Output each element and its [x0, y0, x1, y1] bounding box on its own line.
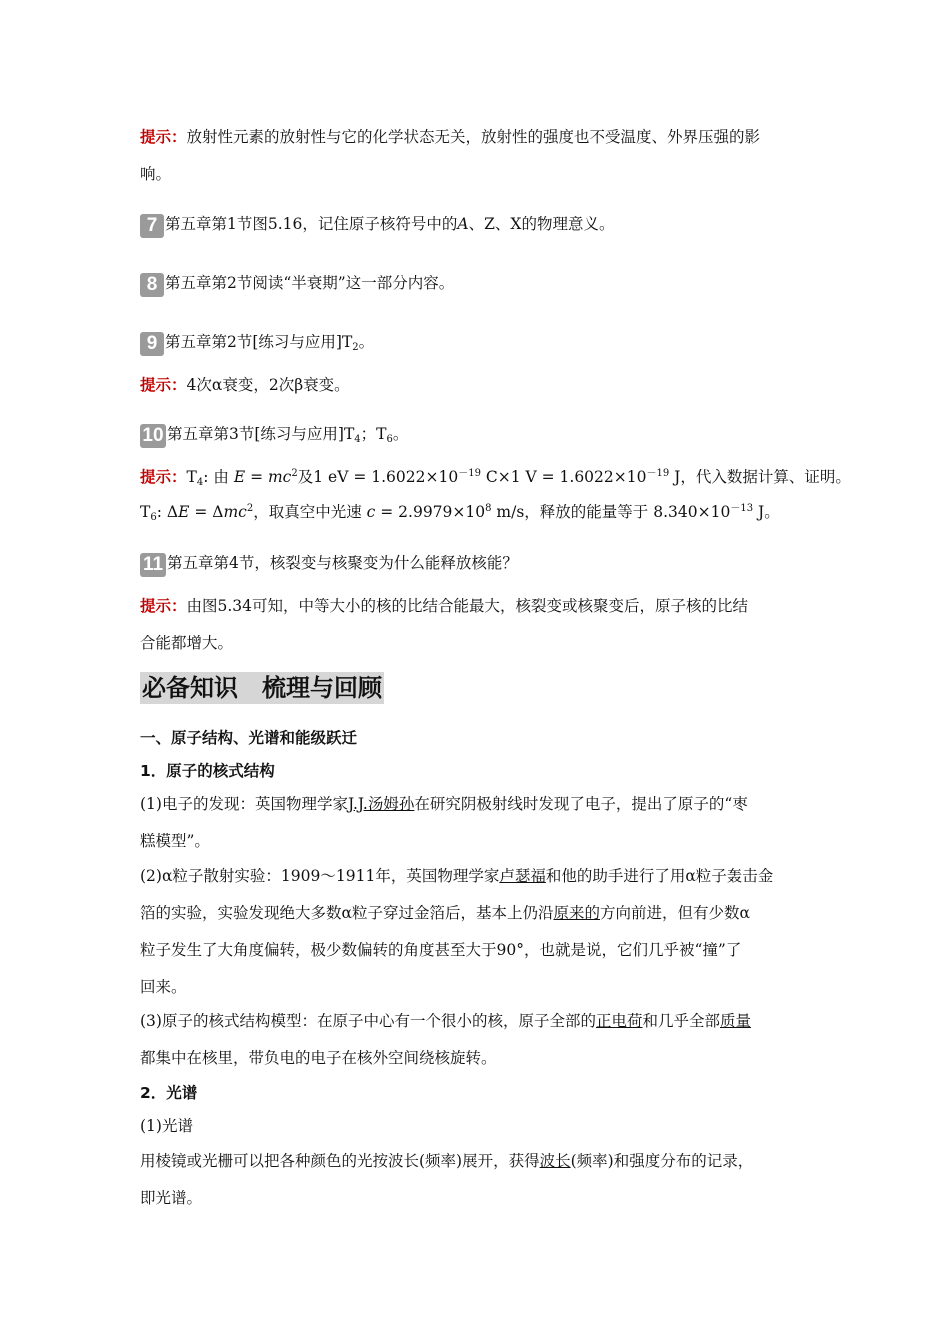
var-c: c — [366, 503, 376, 521]
hint-text: T — [186, 468, 197, 486]
hint-text-cont: 合能都增大。 — [140, 634, 234, 652]
var-e: E — [178, 503, 190, 521]
subheading-spectrum — [140, 1108, 810, 1145]
hint-block-9 — [140, 366, 810, 404]
subscript: 4 — [196, 477, 204, 488]
hint-block-11 — [140, 587, 810, 662]
hint-text: ，取真空中光速 — [253, 503, 367, 521]
hint-block-10 — [140, 459, 851, 530]
para-text: 即光谱。 — [140, 1189, 203, 1207]
para-text: 箔的实验，实验发现绝大多数α粒子穿过金箔后，基本上仍沿 — [140, 904, 554, 922]
hint-label: 提示： — [140, 375, 187, 394]
para-text: 和他的助手进行了用α粒子轰击金 — [545, 867, 774, 885]
section-title: 必备知识 梳理与回顾 — [142, 674, 382, 702]
paragraph-alpha-scattering — [140, 858, 810, 1006]
symbol-z: Z — [484, 215, 495, 233]
heading-text: 1．原子的核式结构 — [140, 762, 275, 780]
subscript: 6 — [386, 434, 393, 445]
hint-text: m/s，释放的能量等于 8.340×10 — [491, 503, 731, 521]
para-text: 方向前进，但有少数α — [600, 904, 750, 922]
item-text: 第五章第3节[练习与应用]T — [167, 425, 355, 443]
para-text: 都集中在核里，带负电的电子在核外空间绕核旋转。 — [140, 1049, 497, 1067]
number-badge-9: 9 — [140, 332, 164, 356]
paragraph-electron-discovery — [140, 786, 810, 860]
hint-text: T — [140, 503, 151, 521]
item-text: 的物理意义。 — [521, 215, 615, 233]
item-text: 第五章第2节[练习与应用]T — [165, 333, 353, 351]
item-10 — [140, 416, 810, 453]
hint-text-cont: 响。 — [140, 165, 172, 183]
item-text: 第五章第1节图5.16，记住原子核符号中的 — [165, 215, 458, 233]
subscript: 4 — [354, 434, 361, 445]
item-9 — [140, 324, 810, 361]
heading-1 — [140, 753, 810, 790]
hint-label: 提示： — [140, 127, 187, 146]
subscript: 2 — [352, 342, 359, 353]
item-8 — [140, 265, 810, 302]
para-text: (1)电子的发现：英国物理学家 — [140, 795, 348, 813]
underlined-answer: 波长 — [539, 1152, 571, 1170]
paragraph-spectrum — [140, 1143, 810, 1217]
hint-text: 及1 eV = 1.6022×10 — [297, 468, 459, 486]
hint-text: : Δ — [156, 503, 179, 521]
underlined-answer: 正电荷 — [595, 1012, 643, 1030]
underlined-answer: J.J.汤姆孙 — [347, 795, 415, 813]
heading-2 — [140, 1075, 810, 1112]
para-text: 回来。 — [140, 978, 187, 996]
heading-one — [140, 720, 810, 757]
superscript: －19 — [458, 468, 481, 479]
hint-text: 放射性元素的放射性与它的化学状态无关，放射性的强度也不受温度、外界压强的影 — [186, 128, 761, 146]
underlined-answer: 原来的 — [553, 904, 600, 922]
item-11 — [140, 545, 810, 582]
subheading-text: (1)光谱 — [140, 1117, 193, 1135]
hint-text: = — [245, 468, 268, 486]
superscript: 2 — [246, 503, 254, 514]
hint-text: C×1 V = 1.6022×10 — [480, 468, 647, 486]
item-text: 第五章第2节阅读“半衰期”这一部分内容。 — [165, 274, 455, 292]
superscript: 8 — [485, 503, 492, 514]
symbol-x: X — [510, 215, 522, 233]
section-header — [140, 672, 810, 704]
hint-block-1 — [140, 118, 810, 193]
hint-text: = 2.9979×10 — [375, 503, 486, 521]
hint-label: 提示： — [140, 467, 187, 486]
superscript: －13 — [730, 503, 754, 514]
var-mc: mc — [223, 503, 247, 521]
hint-text: = Δ — [189, 503, 224, 521]
var-mc: mc — [267, 468, 292, 486]
item-text: ；T — [360, 425, 387, 443]
heading-text: 一、原子结构、光谱和能级跃迁 — [140, 729, 358, 747]
symbol-a: A — [457, 215, 469, 233]
para-text: 在研究阴极射线时发现了电子，提出了原子的“枣 — [414, 795, 748, 813]
para-text: (频率)和强度分布的记录， — [570, 1152, 754, 1170]
number-badge-7: 7 — [140, 214, 164, 238]
underlined-answer: 质量 — [720, 1012, 752, 1030]
hint-text: : 由 — [203, 468, 234, 486]
para-text: 和几乎全部 — [642, 1012, 720, 1030]
number-badge-11: 11 — [140, 553, 166, 577]
paragraph-nuclear-model — [140, 1003, 810, 1077]
item-7 — [140, 206, 810, 243]
para-text: (3)原子的核式结构模型：在原子中心有一个很小的核，原子全部的 — [140, 1012, 596, 1030]
para-text: 用棱镜或光栅可以把各种颜色的光按波长(频率)展开，获得 — [140, 1152, 540, 1170]
para-text: (2)α粒子散射实验：1909～1911年，英国物理学家 — [140, 867, 500, 885]
para-text: 粒子发生了大角度偏转，极少数偏转的角度甚至大于90°，也就是说，它们几乎被“撞”了 — [140, 941, 742, 959]
var-e: E — [233, 468, 246, 486]
hint-text: J，代入数据计算、证明。 — [669, 468, 851, 486]
superscript: －19 — [646, 468, 670, 479]
hint-text: 由图5.34可知，中等大小的核的比结合能最大，核裂变或核聚变后，原子核的比结 — [186, 597, 749, 615]
hint-text: 4次α衰变，2次β衰变。 — [186, 376, 350, 394]
separator: 、 — [468, 215, 485, 233]
number-badge-10: 10 — [140, 424, 166, 448]
superscript: 2 — [291, 468, 298, 479]
number-badge-8: 8 — [140, 273, 164, 297]
separator: 、 — [494, 215, 511, 233]
para-text: 糕模型”。 — [140, 832, 210, 850]
item-text: 。 — [358, 333, 375, 351]
hint-text: J。 — [753, 503, 780, 521]
subscript: 6 — [150, 512, 157, 523]
underlined-answer: 卢瑟福 — [499, 867, 546, 885]
item-text: 第五章第4节，核裂变与核聚变为什么能释放核能？ — [167, 554, 518, 572]
heading-text: 2．光谱 — [140, 1084, 198, 1102]
item-text: 。 — [392, 425, 409, 443]
hint-label: 提示： — [140, 596, 187, 615]
